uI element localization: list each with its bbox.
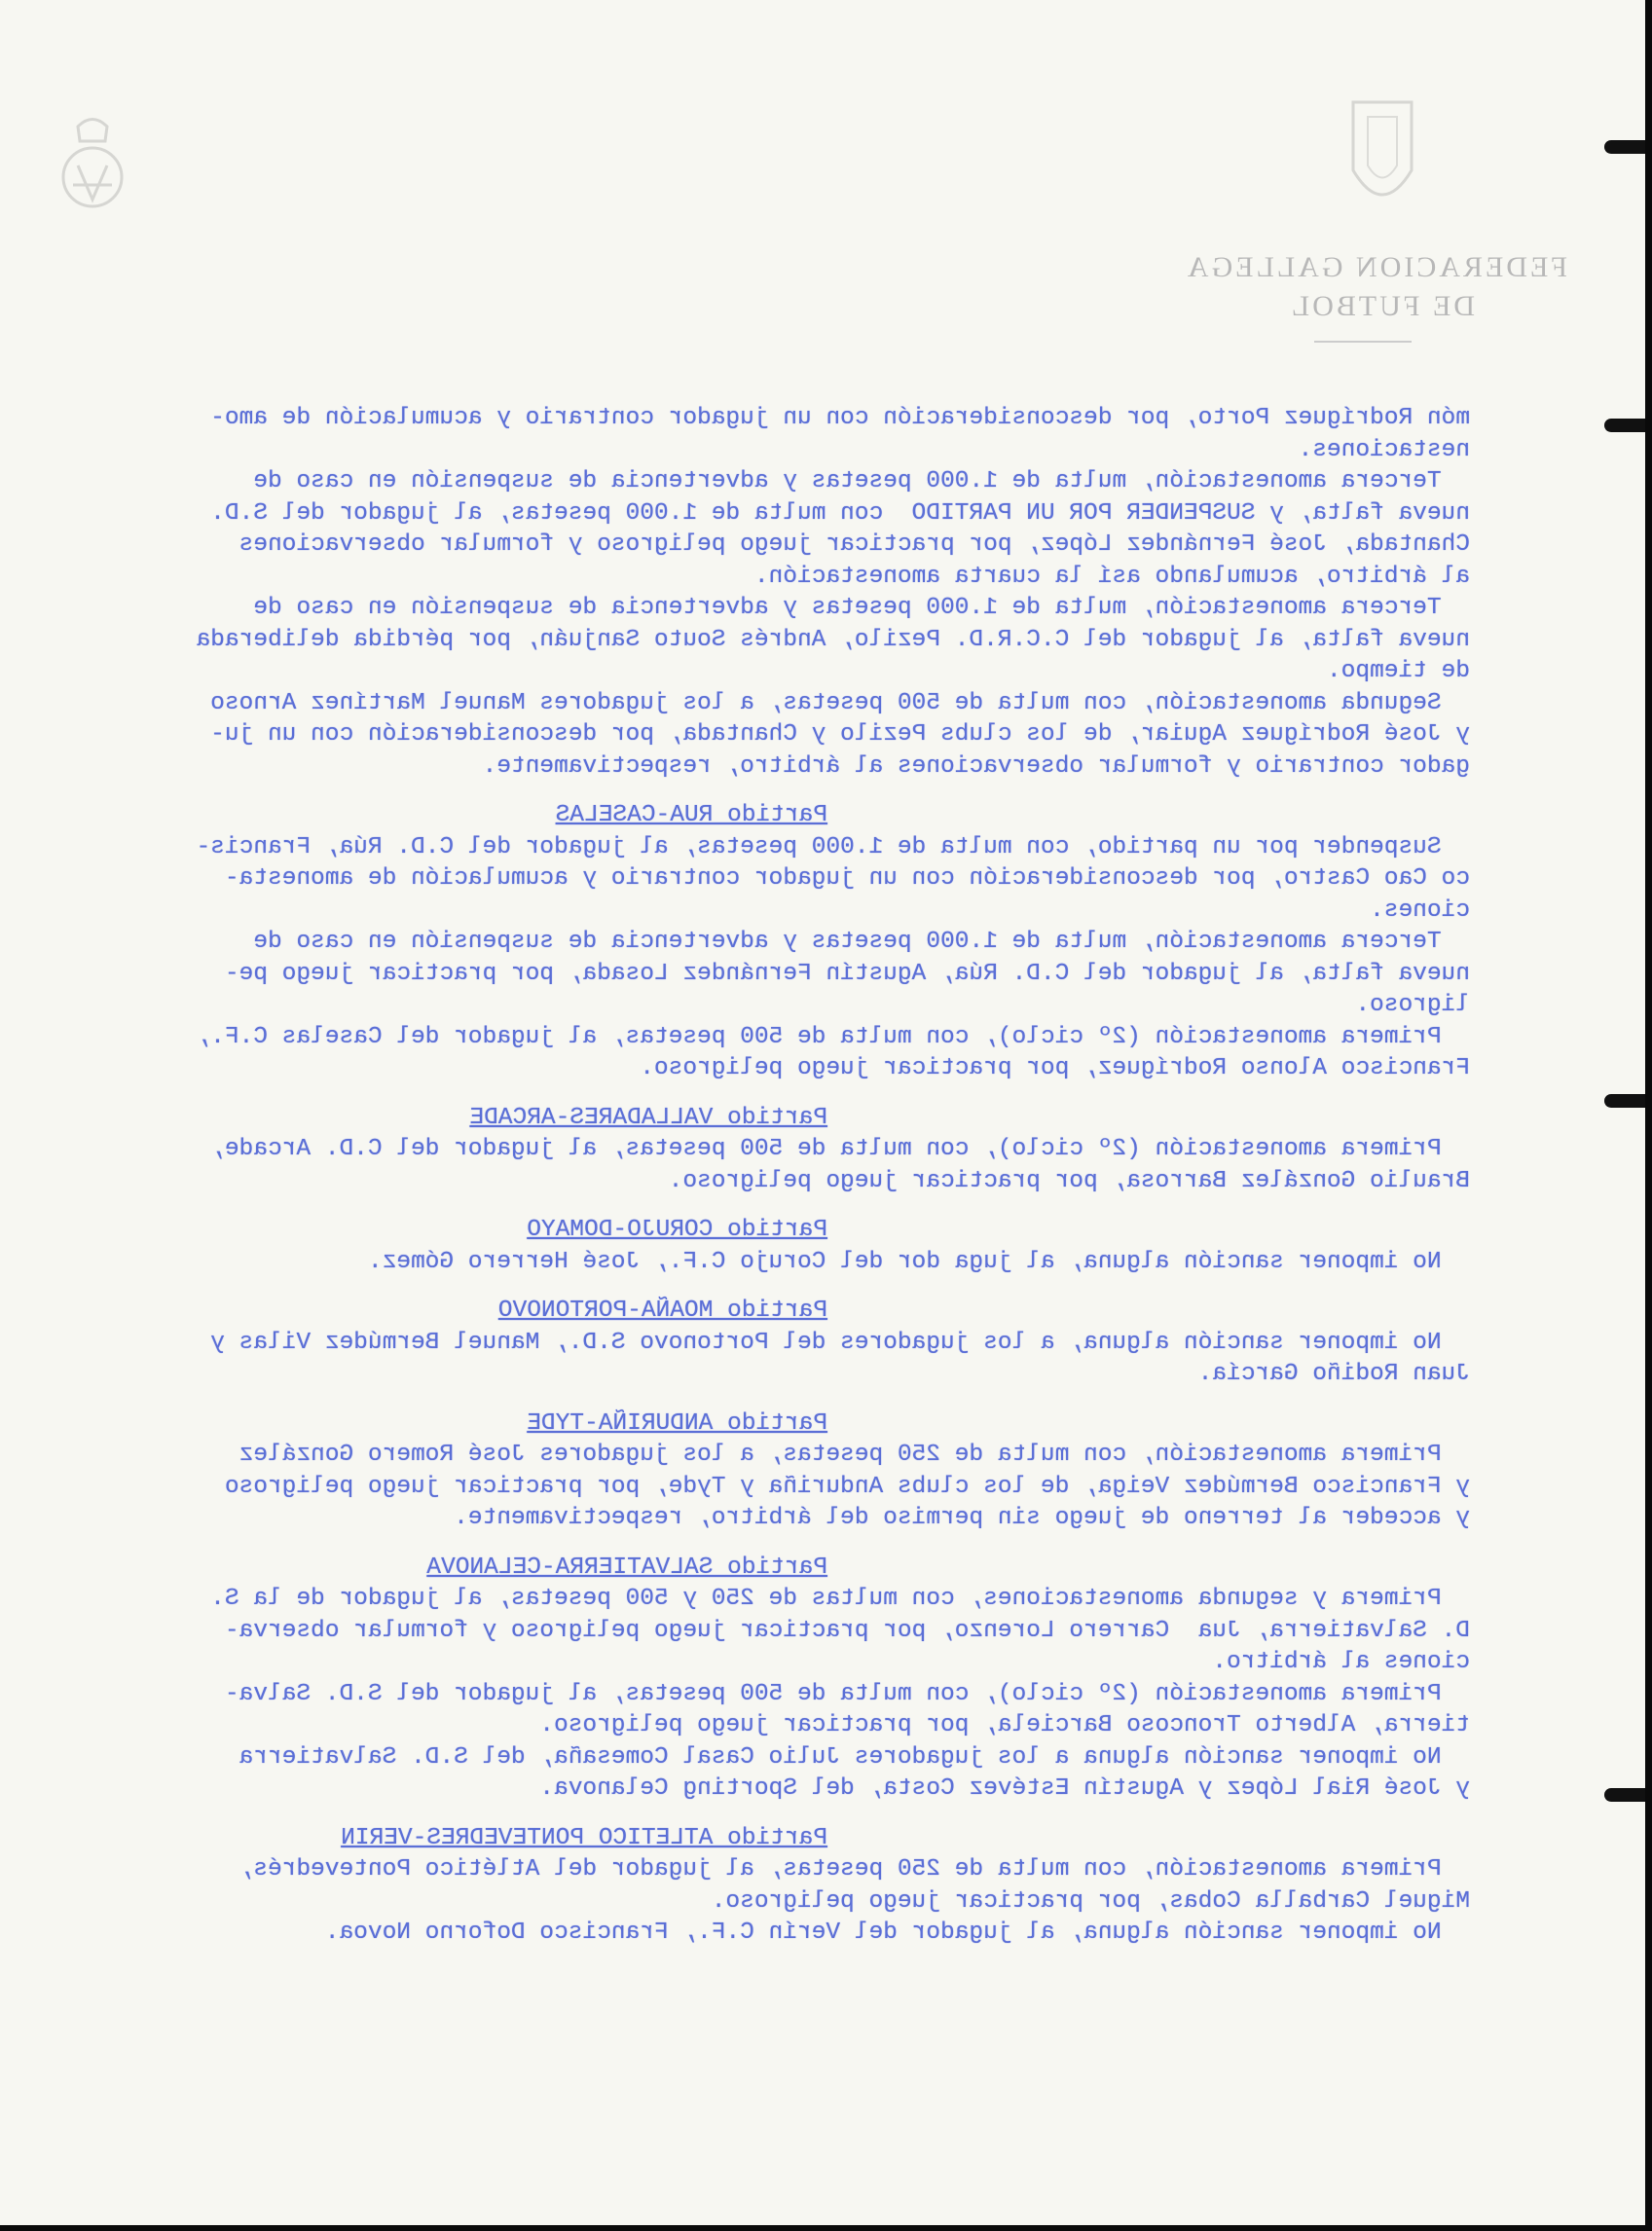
- letterhead-line-1: FEDERACION GALLEGA: [1184, 251, 1567, 283]
- body-line: nueva falta, y SUSPENDER POR UN PARTIDO con multa de 1.000 pesetas, al jugador del S.D.: [210, 499, 1470, 527]
- document-body: [39, 403, 1470, 1950]
- body-line: nueva falta, al jugador del C.C.R.D. Pezilo, Andrés Souto Sanjuán, por pérdida deliberada: [196, 626, 1470, 653]
- body-line: y acceder al terreno de juego sin permiso del árbitro, respectivamente.: [454, 1505, 1470, 1531]
- body-line: D. Salvatierra, Jua Carrero Lorenzo, por practicar juego peligroso y formular observa-: [224, 1617, 1470, 1644]
- body-line: Tercera amonestación, multa de 1.000 pesetas y advertencia de suspensión en caso de: [253, 929, 1470, 955]
- binder-clip: [1604, 1094, 1645, 1108]
- section-heading: Partido RUA-CASELAS: [555, 802, 827, 828]
- body-line: Segunda amonestación, con multa de 500 pesetas, a los jugadores Manuel Martínez Arnoso: [210, 689, 1470, 716]
- letterhead-rule: [1314, 341, 1412, 343]
- section-heading: Partido CORUJO-DOMAYO: [527, 1217, 827, 1243]
- federation-shield-icon: [1343, 92, 1421, 229]
- letterhead-line-2: DE FUTBOL: [1288, 290, 1475, 322]
- section-heading: Partido VALLADARES-ARCADE: [469, 1104, 827, 1131]
- body-line: ciones.: [1370, 896, 1470, 924]
- binder-clip: [1604, 419, 1645, 432]
- royal-crest-icon: [49, 107, 136, 224]
- body-line: y José Rodríguez Aguiar, de los clubs Pezilo y Chantada, por desconsideración con un ju-: [210, 721, 1470, 748]
- body-line: Juan Rodiño García.: [1197, 1361, 1470, 1387]
- body-line: món Rodríguez Porto, por desconsideración con un jugador contrario y acumulación de amo-: [210, 405, 1470, 431]
- body-line: Primera y segunda amonestaciones, con multas de 250 y 500 pesetas, al jugador de la S.: [210, 1586, 1470, 1612]
- body-line: Tercera amonestación, multa de 1.000 pesetas y advertencia de suspensión en caso de: [253, 595, 1470, 621]
- body-line: ligroso.: [1355, 992, 1470, 1018]
- section-heading: Partido ANDURIÑA-TYDE: [527, 1409, 827, 1437]
- body-line: Primera amonestación (2º ciclo), con multa de 500 pesetas, al jugador del C.D. Arcade,: [210, 1136, 1470, 1162]
- section-heading: Partido ATLETICO PONTEVEDRES-VERIN: [341, 1824, 827, 1851]
- body-line: No imponer sanción alguna, al juga dor del Corujo C.F., José Herrero Gómez.: [367, 1248, 1470, 1275]
- body-line: gador contrario y formular observaciones al árbitro, respectivamente.: [482, 752, 1470, 780]
- binder-clip: [1604, 140, 1645, 154]
- body-line: Chantada, José Fernández López, por practicar juego peligroso y formular observaciones: [239, 531, 1470, 558]
- body-line: No imponer sanción alguna, a los jugadores del Portonovo S.D., Manuel Bermúdez Vilas y: [210, 1329, 1470, 1356]
- body-line: nueva falta, al jugador del C.D. Rúa, Agustín Fernández Losada, por practicar juego pe-: [224, 960, 1470, 987]
- section-heading: Partido MOAÑA-PORTONOVO: [497, 1298, 827, 1324]
- section-heading: Partido SALVATIERRA-CELANOVA: [426, 1554, 827, 1581]
- body-line: Primera amonestación, con multa de 250 pesetas, a los jugadores José Romero González: [239, 1442, 1470, 1468]
- body-line: tierra, Alberto Troncoso Barciela, por practicar juego peligroso.: [539, 1712, 1470, 1738]
- body-line: co Cao Castro, por desconsideración con un jugador contrario y acumulación de amonesta-: [224, 865, 1470, 892]
- body-line: Miguel Carballa Cobas, por practicar juego peligroso.: [711, 1887, 1470, 1915]
- body-line: Primera amonestación, con multa de 250 pesetas, al jugador del Atlético Pontevedrés,: [239, 1856, 1470, 1883]
- body-line: de tiempo.: [1326, 658, 1470, 684]
- body-line: No imponer sanción alguna a los jugadores Julio Casal Comesaña, del S.D. Salvatierra: [239, 1743, 1470, 1771]
- body-line: y Francisco Bermúdez Veiga, de los clubs Anduriña y Tyde, por practicar juego peligroso: [224, 1473, 1470, 1500]
- body-line: al árbitro, acumulando así la cuarta amonestación.: [753, 563, 1470, 590]
- body-line: Suspender por un partido, con multa de 1.000 pesetas, al jugador del C.D. Rúa, Francis-: [196, 833, 1470, 860]
- body-line: Tercera amonestación, multa de 1.000 pesetas y advertencia de suspensión en caso de: [253, 468, 1470, 494]
- body-line: y José Rial López y Agustín Estévez Costa, del Sporting Celanova.: [539, 1775, 1470, 1802]
- binder-clip: [1604, 1788, 1645, 1802]
- body-line: Primera amonestación (2º ciclo), con multa de 500 pesetas, al jugador del Caselas C.F.,: [196, 1023, 1470, 1050]
- body-line: Braulio González Barrosa, por practicar juego peligroso.: [668, 1167, 1470, 1194]
- body-line: ciones al árbitro.: [1212, 1649, 1470, 1675]
- body-line: No imponer sanción alguna, al jugador del Verín C.F., Francisco Doforno Novoa.: [324, 1920, 1470, 1946]
- body-line: nestaciones.: [1298, 436, 1470, 463]
- body-line: Primera amonestación (2º ciclo), con multa de 500 pesetas, al jugador del S.D. Salva-: [224, 1680, 1470, 1707]
- body-line: Francisco Alonso Rodríguez, por practicar juego peligroso.: [640, 1055, 1470, 1081]
